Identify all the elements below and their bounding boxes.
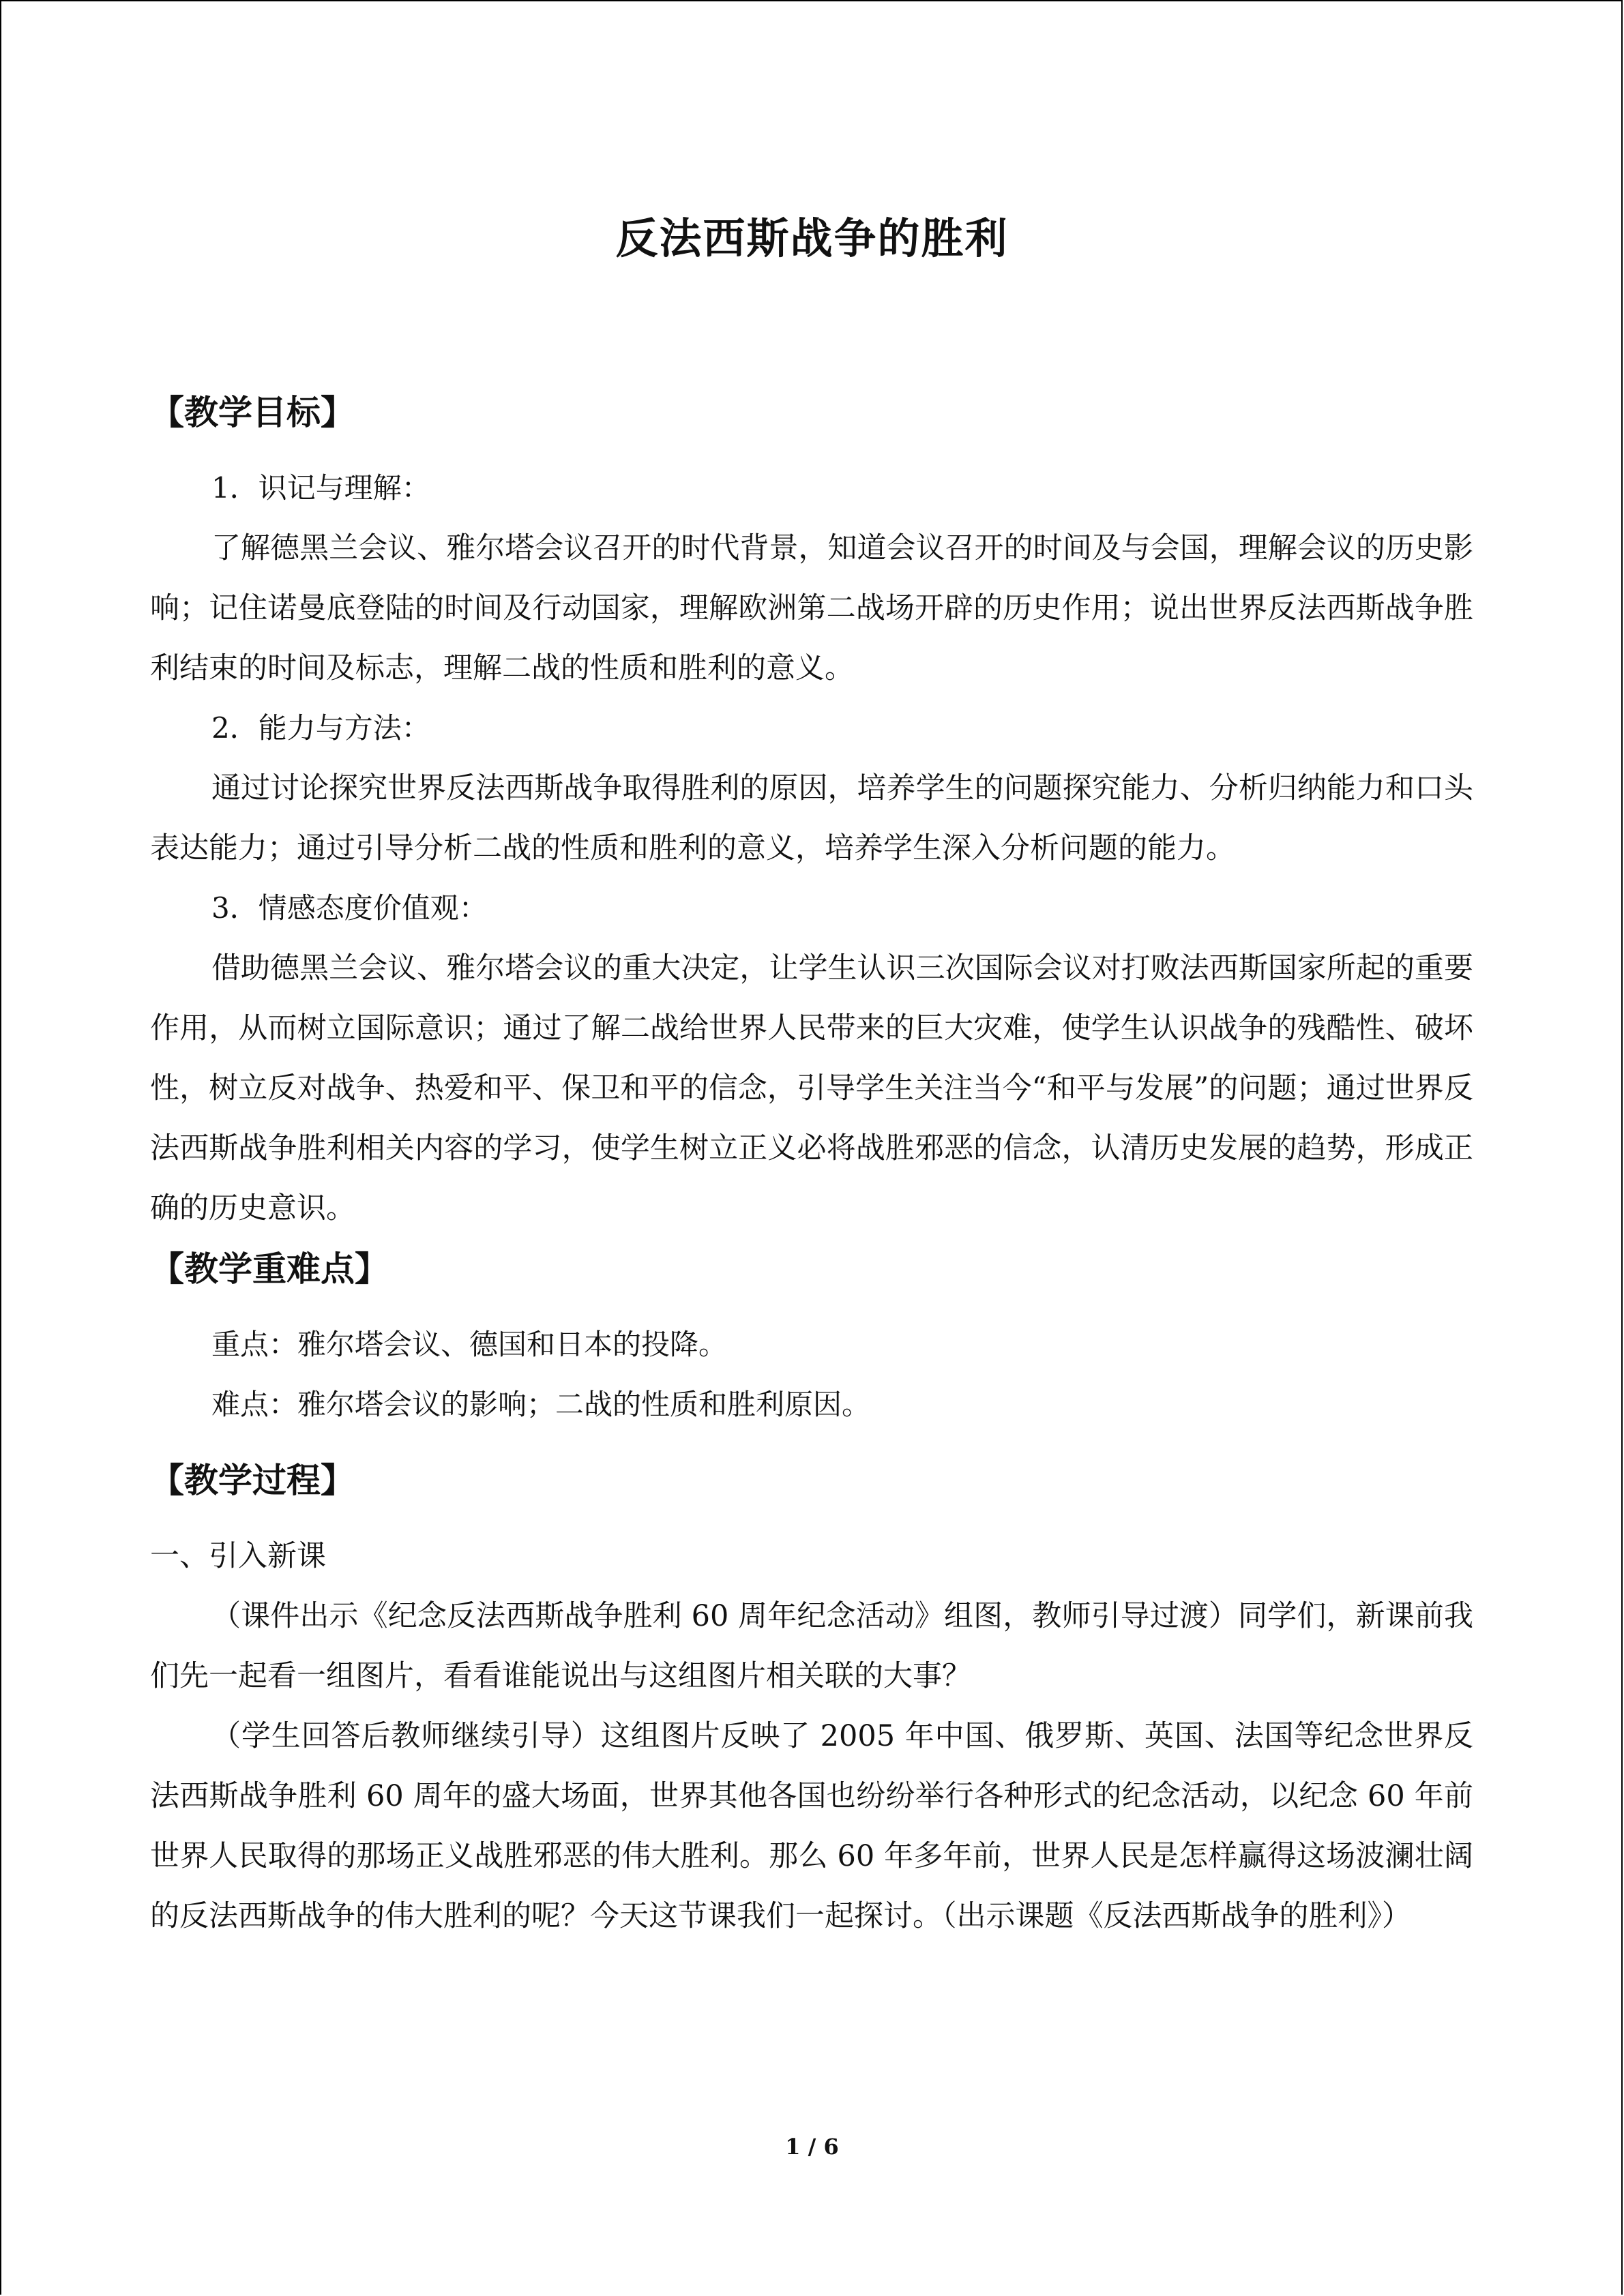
objective-1-label: 1．识记与理解： xyxy=(211,471,430,505)
objectives-heading: 【教学目标】 xyxy=(150,393,355,432)
objective-2-text: 通过讨论探究世界反法西斯战争取得胜利的原因，培养学生的问题探究能力、分析归纳能力和口头表达能力；通过引导分析二战的性质和胜利的意义，培养学生深入分析问题的能力。 xyxy=(150,771,1473,865)
focus-point: 重点：雅尔塔会议、德国和日本的投降。 xyxy=(211,1328,728,1361)
keypoints-section xyxy=(150,1238,1473,1435)
process-section xyxy=(150,1435,1473,1946)
objective-1-text: 了解德黑兰会议、雅尔塔会议召开的时代背景，知道会议召开的时间及与会国，理解会议的历史影响；记住诺曼底登陆的时间及行动国家，理解欧洲第二战场开辟的历史作用；说出世界反法西斯战争胜利结束的时间及标志，理解二战的性质和胜利的意义。 xyxy=(150,531,1473,685)
process-heading: 【教学过程】 xyxy=(150,1461,355,1500)
process-paragraph-2: （学生回答后教师继续引导）这组图片反映了 2005 年中国、俄罗斯、英国、法国等纪念世界反法西斯战争胜利 60 周年的盛大场面，世界其他各国也纷纷举行各种形式的纪念活动，以纪念 60 年前世界人民取得的那场正义战胜邪恶的伟大胜利。那么 60 年多年前，世界人民是怎样赢得这场波澜壮阔的反法西斯战争的伟大胜利的呢？今天这节课我们一起探讨。（出示课题《反法西斯战争的胜利》） xyxy=(150,1719,1473,1933)
keypoints-heading: 【教学重难点】 xyxy=(150,1249,389,1289)
page-number: 1 / 6 xyxy=(785,2134,839,2160)
process-paragraph-1: （课件出示《纪念反法西斯战争胜利 60 周年纪念活动》组图，教师引导过渡）同学们，新课前我们先一起看一组图片，看看谁能说出与这组图片相关联的大事？ xyxy=(150,1599,1473,1693)
objective-3-label: 3．情感态度价值观： xyxy=(211,891,488,925)
document-body xyxy=(150,382,1473,1946)
step-1-label: 一、引入新课 xyxy=(150,1539,326,1573)
difficulty-point: 难点：雅尔塔会议的影响；二战的性质和胜利原因。 xyxy=(211,1388,871,1421)
objective-2-label: 2．能力与方法： xyxy=(211,711,430,745)
document-title: 反法西斯战争的胜利 xyxy=(615,213,1009,263)
objectives-section xyxy=(150,382,1473,1238)
objective-3-text: 借助德黑兰会议、雅尔塔会议的重大决定，让学生认识三次国际会议对打败法西斯国家所起的重要作用，从而树立国际意识；通过了解二战给世界人民带来的巨大灾难，使学生认识战争的残酷性、破坏性，树立反对战争、热爱和平、保卫和平的信念，引导学生关注当今“和平与发展”的问题；通过世界反法西斯战争胜利相关内容的学习，使学生树立正义必将战胜邪恶的信念，认清历史发展的趋势，形成正确的历史意识。 xyxy=(150,951,1473,1225)
